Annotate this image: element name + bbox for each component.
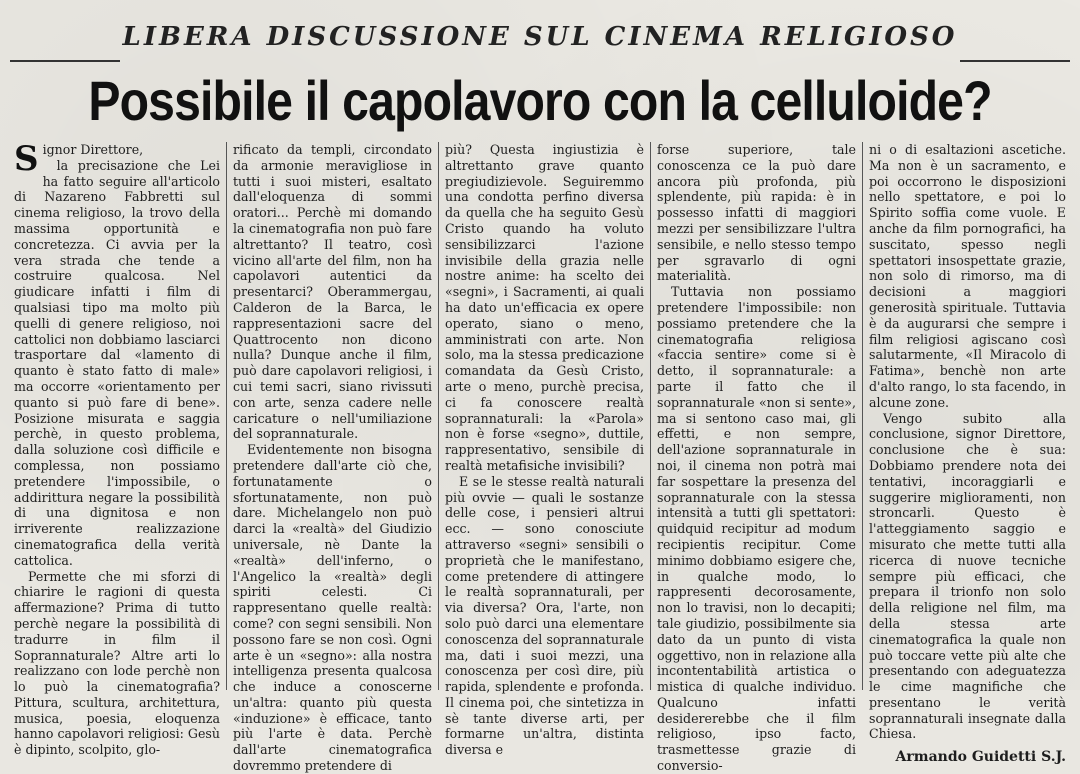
kicker-rule-right xyxy=(960,60,1070,62)
paragraph: più? Questa ingiustizia è altrettanto grave quanto pregiudizievole. Seguiremmo una condotta perfino diversa da quella che ha seguito Gesù Cristo quando ha voluto sensibilizzarci l'azione invisibile della grazia nelle nostre anime: ha scelto dei «segni», i Sacramenti, ai quali ha dato un'efficacia ex opere operato, siano o meno, amministrati con arte. Non solo, ma la stessa predicazione comandata da Gesù Cristo, arte o meno, purchè precisa, ci fa conoscere realtà soprannaturali: la «Parola» non è forse «segno», duttile, rappresentativo, sensibile di realtà metafisiche invisibili? xyxy=(445,142,644,473)
paragraph: Vengo subito alla conclusione, signor Direttore, conclusione che è sua: Dobbiamo prendere nota dei tentativi, incoraggiarli e suggerire miglioramenti, non stroncarli. Questo è l'atteggiamento saggio e misurato che mette tutti alla ricerca di nuove tecniche sempre più efficaci, che prepara il trionfo non solo della religione nel film, ma della stessa arte cinematografica la quale non può toccare vette più alte che presentando con adeguatezza le cime magnifiche che presentano le verità soprannaturali insegnate dalla Chiesa. xyxy=(869,410,1066,742)
article-column-2 xyxy=(226,142,438,774)
paragraph: Evidentemente non bisogna pretendere dall'arte ciò che, fortunatamente o sfortunatamente, non può dare. Michelangelo non può darci la «realtà» del Giudizio universale, nè Dante la «realtà» dell'inferno, o l'Angelico la «realtà» degli spiriti celesti. Ci rappresentano quelle realtà: come? con segni sensibili. Non possono fare se non così. Ogni arte è un «segno»: alla nostra intelligenza presenta qualcosa che induce a conoscerne un'altra: quanto più questa «induzione» è efficace, tanto più l'arte è data. Perchè dall'arte cinematografica dovremmo pretendere di xyxy=(233,442,432,774)
section-kicker: LIBERA DISCUSSIONE SUL CINEMA RELIGIOSO xyxy=(122,22,958,52)
paragraph: Permette che mi sforzi di chiarire le ragioni di questa affermazione? Prima di tutto perchè negare la possibilità di tradurre in film il Soprannaturale? Altre arti lo realizzano con lode perchè non lo può la cinematografia? Pittura, scultura, architettura, musica, poesia, eloquenza hanno capolavori religiosi: Gesù è dipinto, scolpito, glo- xyxy=(14,568,220,758)
paragraph: E se le stesse realtà naturali più ovvie — quali le sostanze delle cose, i pensieri altrui ecc. — sono conosciute attraverso «segni» sensibili o proprietà che le manifestano, come pretendere di attingere le realtà soprannaturali, per via diversa? Ora, l'arte, non solo può darci una elementare conoscenza del soprannaturale ma, dati i suoi mezzi, una conoscenza per così dire, più rapida, splendente e profonda. Il cinema poi, che sintetizza in sè tante diverse arti, per formarne un'altra, distinta diversa e xyxy=(445,473,644,758)
article-column-1 xyxy=(8,139,226,758)
paragraph: Tuttavia non possiamo pretendere l'impossibile: non possiamo pretendere che la cinematografia religiosa «faccia sentire» come si è detto, il soprannaturale: a parte il fatto che il soprannaturale «non si sente», ma si sentono caso mai, gli effetti, e non sempre, dell'azione soprannaturale in noi, il cinema non potrà mai far sospettare la presenza del soprannaturale con la stessa intensità a tutti gli spettatori: quidquid recipitur ad modum recipientis recipitur. Come minimo dobbiamo esigere che, in qualche modo, lo rappresenti decorosamente, non lo travisi, non lo decapiti; tale giudizio, possibilmente sia dato da un punto di vista oggettivo, non in relazione alla incontentabilità artistica o mistica di qualche individuo. Qualcuno infatti desidererebbe che il film religioso, ipso facto, trasmettesse grazie di conversio- xyxy=(657,284,856,774)
headline: Possibile il capolavoro con la celluloide? xyxy=(88,69,992,132)
author-signature: Armando Guidetti S.J. xyxy=(895,749,1066,766)
greeting: ignor Direttore, xyxy=(42,142,144,157)
article-body xyxy=(8,139,1072,774)
paragraph: forse superiore, tale conoscenza ce la può dare ancora più profonda, più splendente, più rapida: è in possesso infatti di maggiori mezzi per sensibilizzare l'ultra sensibile, e nello stesso tempo per sgravarlo di ogni materialità. xyxy=(657,142,856,284)
paragraph: la precisazione che Lei ha fatto seguire all'articolo di Nazareno Fabbretti sul cinema religioso, la trovo della massima opportunità e concretezza. Ci avvia per la vera strada che tende a costruire qualcosa. Nel giudicare infatti i film di qualsiasi tipo ma molto più quelli di genere religioso, noi cattolici non dobbiamo lasciarci trasportare dal «lamento di quanto è stato fatto di male» ma occorre «orientamento per quanto si può fare di bene». Posizione misurata e saggia perchè, in questo problema, dalla soluzione così difficile e complessa, non possiamo pretendere l'impossibile, o addirittura negare la possibilità di una dignitosa e non irriverente realizzazione cinematografica della verità cattolica. xyxy=(14,157,220,568)
article-column-3 xyxy=(438,142,650,758)
paragraph: rificato da templi, circondato da armonie meravigliose in tutti i suoi misteri, esaltato dall'eloquenza di sommi oratori... Perchè mi domando la cinematografia non può fare altrettanto? Il teatro, così vicino all'arte del film, non ha capolavori autentici da presentarci? Oberammergau, Calderon de la Barca, le rappresentazioni sacre del Quattrocento non dicono nulla? Dunque anche il film, può dare capolavori religiosi, i cui temi sacri, siano rivissuti con arte, senza cadere nelle caricature o nell'umiliazione del soprannaturale. xyxy=(233,142,432,442)
paragraph: ni o di esaltazioni ascetiche. Ma non è un sacramento, e poi occorrono le disposizioni nello spettatore, e poi lo Spirito soffia come vuole. E anche da film pornografici, ha suscitato, spesso negli spettatori insospettate grazie, non solo di rimorso, ma di decisioni a maggiori generosità spirituale. Tuttavia è da augurarsi che sempre i film religiosi agiscano così salutarmente, «Il Miracolo di Fatima», benchè non arte d'alto rango, lo sta facendo, in alcune zone. xyxy=(869,142,1066,410)
article-column-4 xyxy=(650,142,862,774)
drop-cap: S xyxy=(14,139,39,179)
kicker-rule-left xyxy=(10,60,120,62)
greeting-paragraph xyxy=(14,139,220,179)
article-column-5 xyxy=(862,142,1072,766)
